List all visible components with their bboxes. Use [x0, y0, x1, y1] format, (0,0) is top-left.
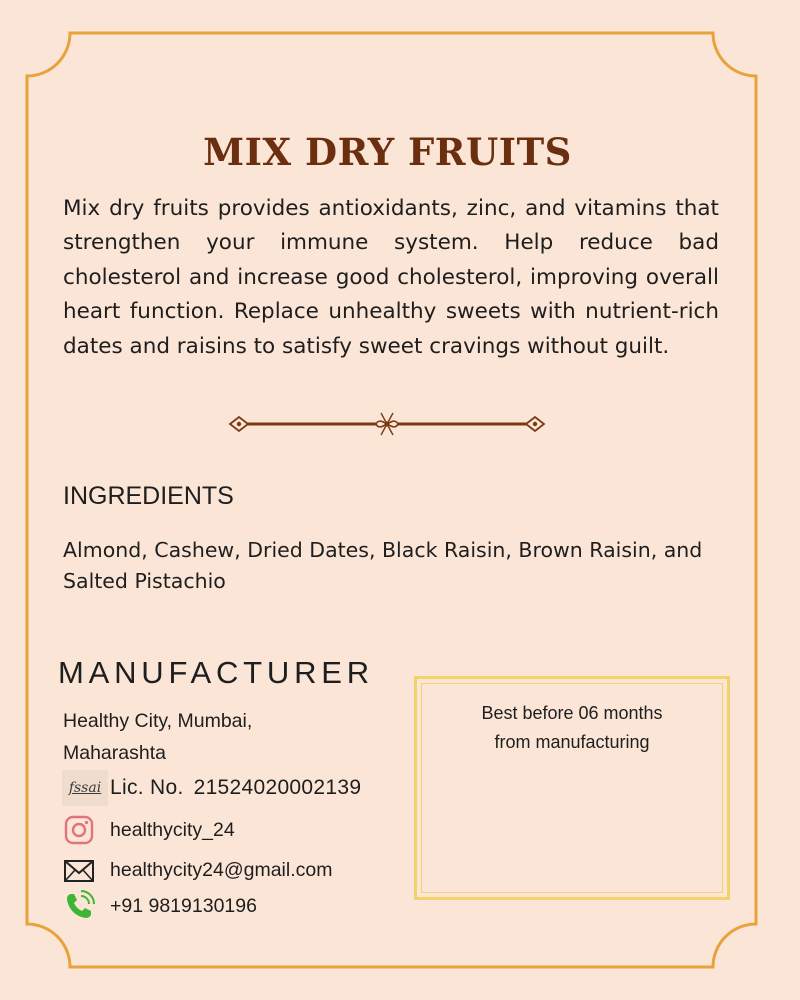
best-before-text — [417, 699, 727, 757]
fssai-logo-icon: fssai — [62, 770, 108, 806]
license-row — [62, 770, 371, 806]
best-before-line-2: from manufacturing — [494, 732, 650, 752]
ingredients-list: Almond, Cashew, Dried Dates, Black Raisin, Brown Raisin, and Salted Pistachio — [63, 538, 703, 593]
instagram-handle[interactable]: healthycity_24 — [110, 818, 235, 841]
product-title: MIX DRY FRUITS — [203, 130, 572, 174]
manufacturer-address — [63, 705, 252, 769]
phone-number[interactable]: +91 9819130196 — [110, 894, 257, 917]
license-text — [110, 776, 371, 800]
envelope-icon — [62, 853, 96, 887]
email-row[interactable] — [62, 853, 332, 887]
address-line-2: Maharashta — [63, 742, 166, 764]
best-before-box — [414, 676, 730, 900]
email-address[interactable]: healthycity24@gmail.com — [110, 858, 333, 881]
phone-row[interactable] — [62, 889, 257, 923]
best-before-line-1: Best before 06 months — [481, 703, 663, 723]
instagram-row[interactable] — [62, 813, 235, 847]
manufacturer-heading: MANUFACTURER — [58, 655, 374, 690]
license-number: 21524020002139 — [193, 776, 362, 799]
phone-icon — [62, 889, 96, 923]
address-line-1: Healthy City, Mumbai, — [63, 710, 253, 732]
ingredients-heading: INGREDIENTS — [63, 482, 234, 510]
ornamental-divider — [226, 408, 548, 440]
instagram-icon — [62, 813, 96, 847]
license-label: Lic. No. — [110, 776, 184, 799]
product-description: Mix dry fruits provides antioxidants, zinc, and vitamins that strengthen your immune system. Help reduce bad cholesterol and increase good cholesterol, improving overall heart function. Replace unhealthy sweets with nutrient-rich dates and raisins to satisfy sweet cravings without guilt. — [63, 196, 719, 359]
